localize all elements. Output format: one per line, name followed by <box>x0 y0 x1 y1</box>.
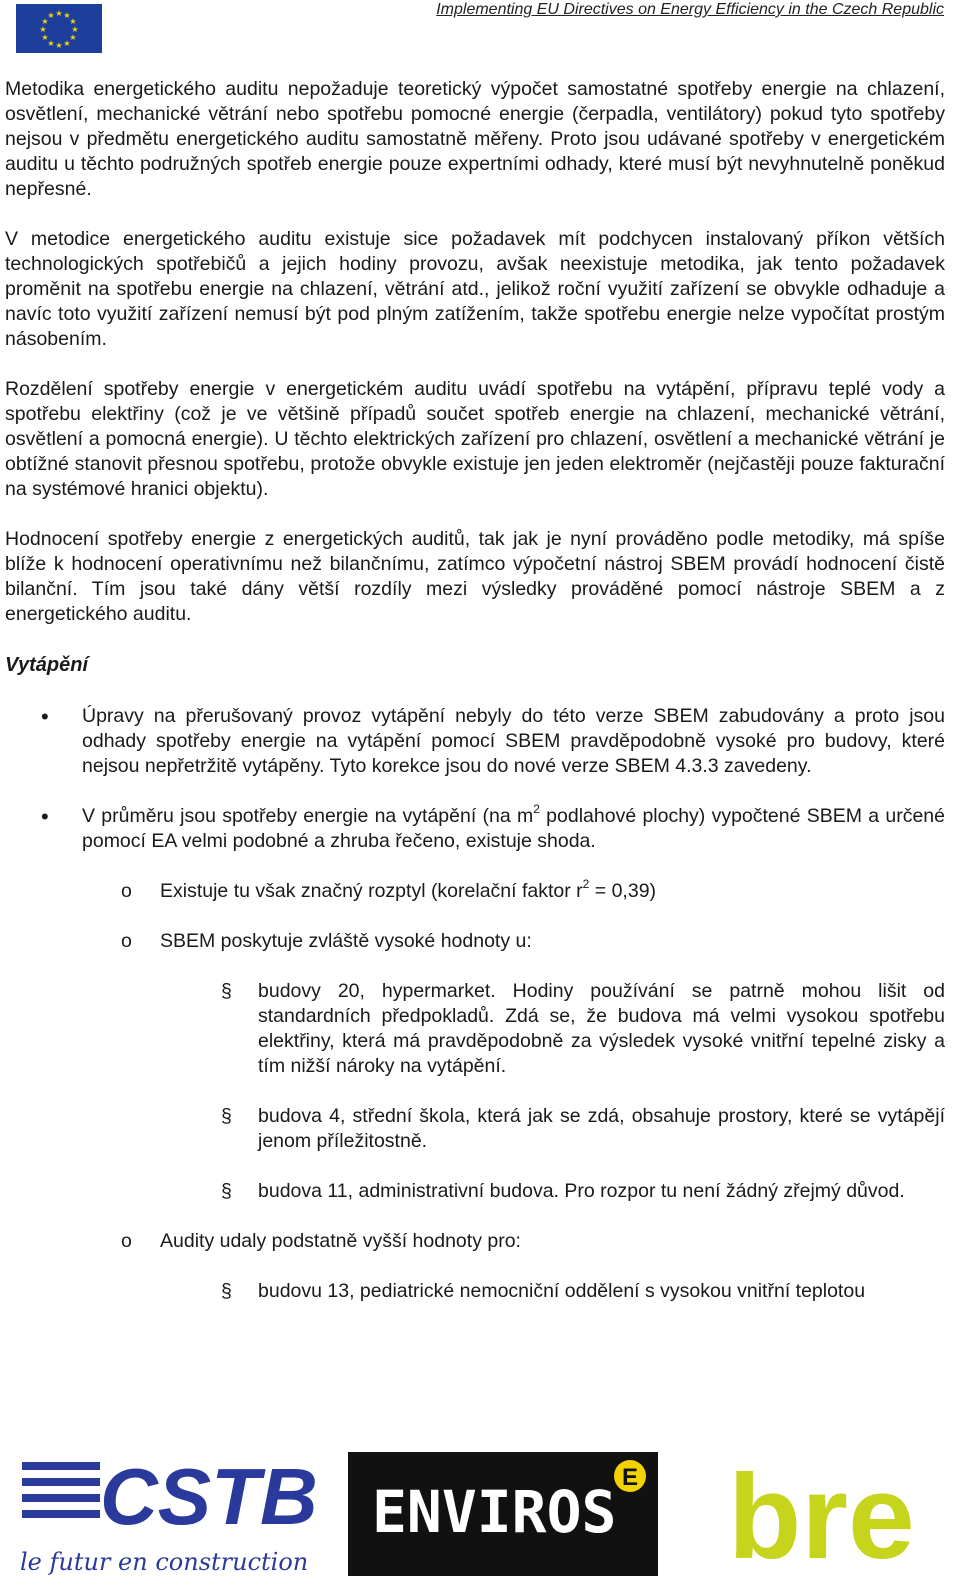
list-item-text: Existuje tu však značný rozptyl (korelační faktor $r^2 = 0,39$) <box>160 876 657 902</box>
svg-text:★: ★ <box>41 33 49 42</box>
list-item <box>5 704 945 779</box>
list-item-text: budovu 13, pediatrické nemocniční oddělení s vysokou vnitřní teplotou <box>258 1280 866 1302</box>
sub-bullet-marker: o <box>121 1230 132 1252</box>
section-marker: § <box>221 980 232 1002</box>
superscript: 2 <box>582 876 590 891</box>
section-marker: § <box>221 1180 232 1202</box>
svg-text:★: ★ <box>47 11 55 20</box>
list-item-text: budova 11, administrativní budova. Pro rozpor tu není žádný zřejmý důvod. <box>258 1180 905 1202</box>
section-heading: Vytápění <box>5 654 88 676</box>
paragraph: V metodice energetického auditu existuje sice požadavek mít podchycen instalovaný příkon větších technologických spotřebičů a jejich hodiny provozu, avšak neexistuje metodika, jak tento požadavek proměnit na spotřebu energie na chlazení, větrání atd., jelikož roční využití zařízení se obvykle odhaduje a navíc toto využití zařízení nemusí být pod plným zatížením, takže spotřebu energie nelze vypočítat prostým násobením. <box>5 228 945 350</box>
paragraph: Hodnocení spotřeby energie z energetických auditů, tak jak je nyní prováděno podle metodiky, má spíše blíže k hodnocení operativnímu než bilančnímu, zatímco výpočetní nástroj SBEM provádí hodnocení čistě bilanční. Tím jsou také dány větší rozdíly mezi výsledky prováděné pomocí nástroje SBEM a z energetického auditu. <box>5 528 945 625</box>
list-item <box>5 801 945 854</box>
section-marker: § <box>221 1280 232 1302</box>
svg-text:★: ★ <box>69 33 77 42</box>
svg-text:★: ★ <box>39 25 47 34</box>
subsub-list-item <box>5 1179 945 1204</box>
svg-text:★: ★ <box>55 41 63 50</box>
enviros-logo <box>348 1452 658 1576</box>
svg-text:le futur en construction: le futur en construction <box>20 1548 309 1576</box>
svg-text:★: ★ <box>47 39 55 48</box>
bullet-marker: • <box>41 704 49 729</box>
sub-bullet-marker: o <box>121 930 132 952</box>
paragraph: Rozdělení spotřeby energie v energetickém auditu uvádí spotřebu na vytápění, přípravu teplé vody a spotřebu elektřiny (což je ve většině případů součet spotřeb energie na chlazení, mechanické větrání, osvětlení a pomocná energie). U těchto elektrických zařízení pro chlazení, osvětlení a mechanické větrání je obtížné stanovit přesnou spotřebu, protože obvykle existuje jen jeden elektroměr (nejčastěji pouze fakturační na systémové hranici objektu). <box>5 378 945 500</box>
bullet-list <box>5 704 945 1304</box>
eu-flag-logo <box>16 4 102 53</box>
svg-text:E: E <box>621 1464 639 1491</box>
header-title: Implementing EU Directives on Energy Efficiency in the Czech Republic <box>436 1 944 18</box>
sub-list-item <box>5 1229 945 1254</box>
cstb-logo <box>20 1452 318 1576</box>
svg-text:ENVIROS: ENVIROS <box>372 1478 617 1546</box>
list-item-text: Úpravy na přerušovaný provoz vytápění nebyly do této verze SBEM zabudovány a proto jsou odhady spotřeby energie na vytápění pomocí SBEM pravděpodobně vysoké pro budovy, které nejsou nepřetržitě vytápěny. Tyto korekce jsou do nové verze SBEM 4.3.3 zavedeny. <box>82 705 945 777</box>
svg-text:CSTB: CSTB <box>100 1452 318 1541</box>
bre-logo <box>728 1450 915 1584</box>
subsub-list-item <box>5 1104 945 1154</box>
svg-text:★: ★ <box>63 11 71 20</box>
subsub-list-item <box>5 1279 945 1304</box>
svg-text:★: ★ <box>69 17 77 26</box>
section-marker: § <box>221 1105 232 1127</box>
list-item-text: V průměru jsou spotřeby energie na vytápění (na $m^2$ podlahové plochy) vypočtené SBEM a určené pomocí EA velmi podobné a zhruba řečeno, existuje shoda. <box>82 801 945 852</box>
sub-bullet-marker: o <box>121 880 132 902</box>
superscript: 2 <box>533 801 540 816</box>
svg-text:★: ★ <box>55 9 63 18</box>
list-item-text: budovy 20, hypermarket. Hodiny používání se patrně mohou lišit od standardních předpokladů. Zdá se, že budova má velmi vysokou spotřebu elektřiny, která má pravděpodobně za výsledek vysoké vnitřní tepelné zisky a tím nižší nároky na vytápění. <box>258 980 945 1077</box>
svg-text:★: ★ <box>63 39 71 48</box>
svg-text:★: ★ <box>41 17 49 26</box>
svg-text:bre: bre <box>728 1450 915 1584</box>
list-item-text: SBEM poskytuje zvláště vysoké hodnoty u: <box>160 930 532 952</box>
partner-logos <box>0 1440 960 1590</box>
svg-text:★: ★ <box>71 25 79 34</box>
subsub-list-item <box>5 979 945 1079</box>
document-body <box>5 77 945 1329</box>
list-item-text: Audity udaly podstatně vyšší hodnoty pro: <box>160 1230 521 1252</box>
sub-list-item <box>5 876 945 904</box>
paragraph: Metodika energetického auditu nepožaduje teoretický výpočet samostatné spotřeby energie na chlazení, osvětlení, mechanické větrání nebo spotřebu pomocné energie (čerpadla, ventilátory) pokud tyto spotřeby nejsou v předmětu energetického auditu samostatně měřeny. Proto jsou udávané spotřeby v energetickém auditu u těchto podružných spotřeb energie pouze expertními odhady, které musí být nevyhnutelně poněkud nepřesné. <box>5 78 945 200</box>
sub-list-item <box>5 929 945 954</box>
list-item-text: budova 4, střední škola, která jak se zdá, obsahuje prostory, které se vytápějí jenom příležitostně. <box>258 1105 945 1152</box>
bullet-marker: • <box>41 804 49 829</box>
